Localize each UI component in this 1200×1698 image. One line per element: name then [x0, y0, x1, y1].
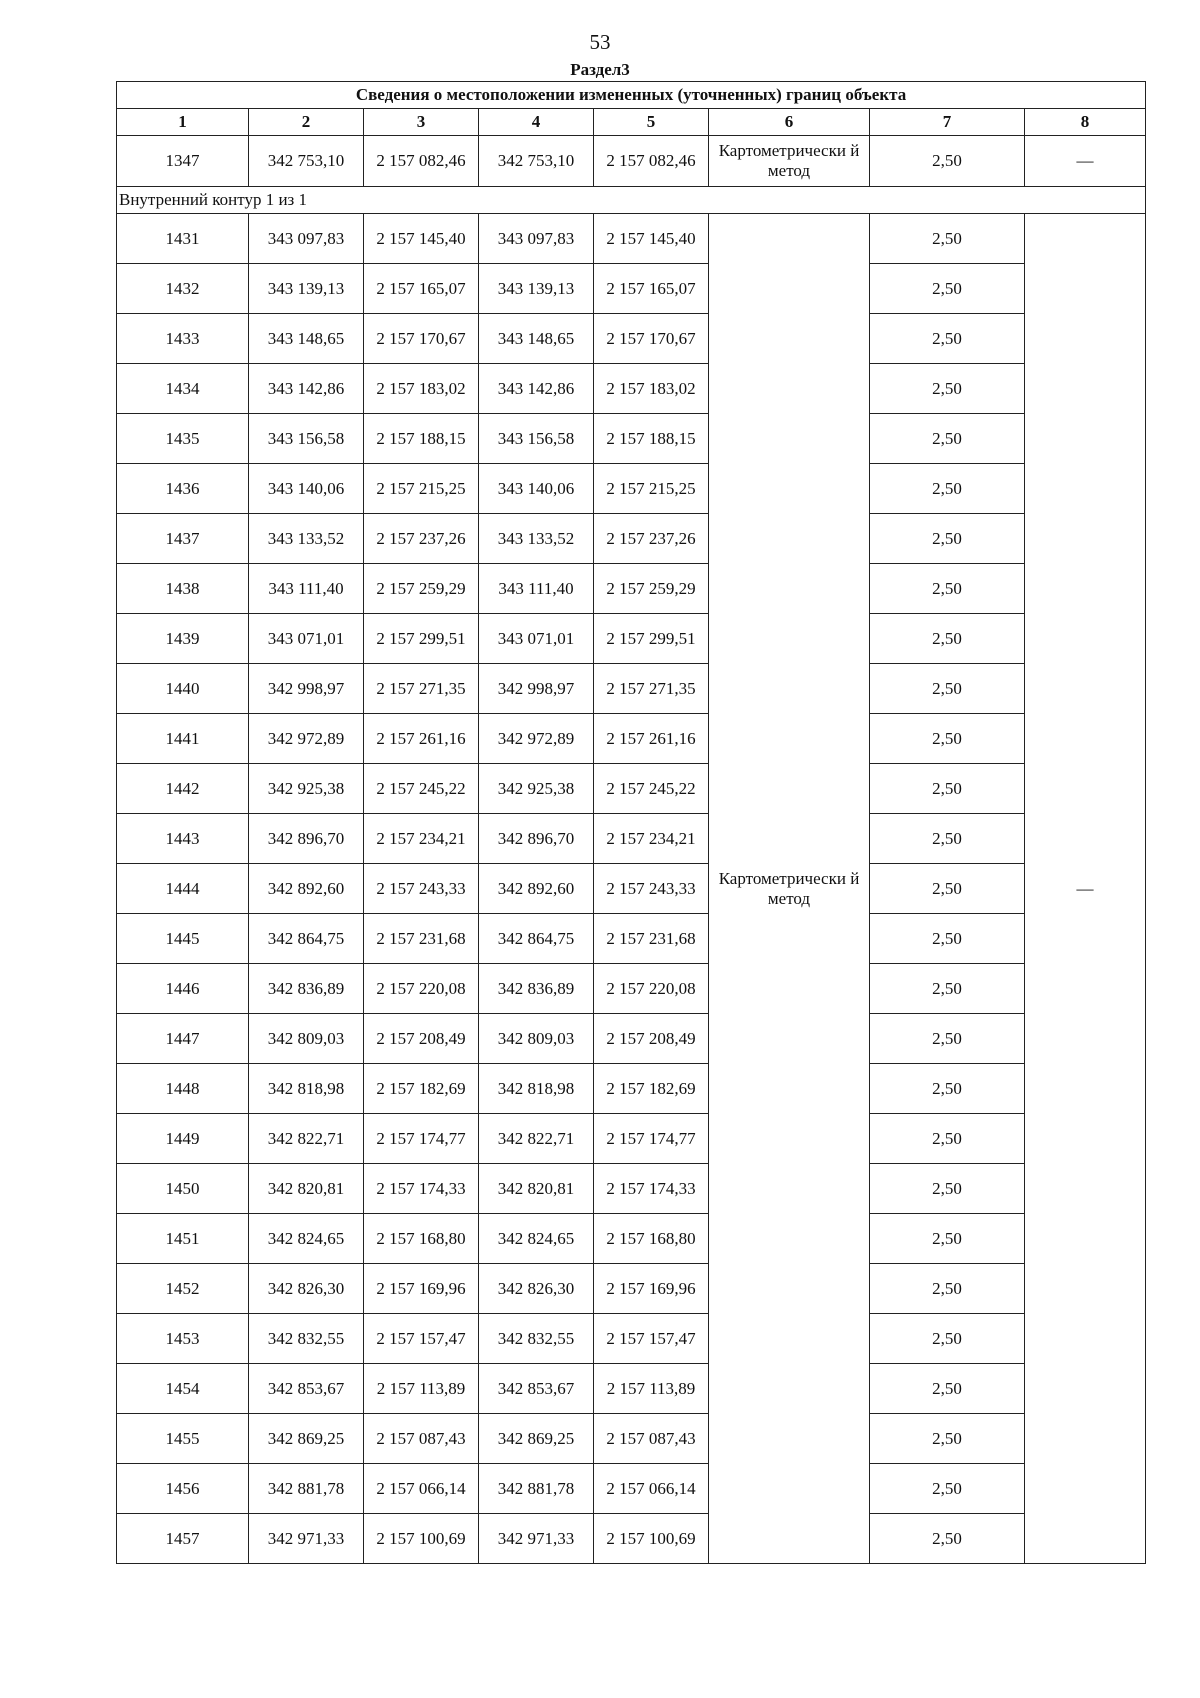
- point-number-cell: 1444: [117, 864, 249, 914]
- accuracy-cell: 2,50: [870, 1264, 1025, 1314]
- x-coordinate-new-cell: 343 139,13: [479, 264, 594, 314]
- accuracy-cell: 2,50: [870, 1314, 1025, 1364]
- y-coordinate-cell: 2 157 183,02: [364, 364, 479, 414]
- accuracy-cell: 2,50: [870, 364, 1025, 414]
- contour-label: Внутренний контур 1 из 1: [117, 187, 1146, 214]
- method-cell: Картометрически й метод: [709, 136, 870, 187]
- y-coordinate-new-cell: 2 157 169,96: [594, 1264, 709, 1314]
- accuracy-cell: 2,50: [870, 264, 1025, 314]
- accuracy-cell: 2,50: [870, 214, 1025, 264]
- x-coordinate-new-cell: 342 809,03: [479, 1014, 594, 1064]
- y-coordinate-cell: 2 157 157,47: [364, 1314, 479, 1364]
- x-coordinate-new-cell: 342 820,81: [479, 1164, 594, 1214]
- y-coordinate-cell: 2 157 271,35: [364, 664, 479, 714]
- point-number-cell: 1452: [117, 1264, 249, 1314]
- x-coordinate-new-cell: 342 836,89: [479, 964, 594, 1014]
- table-row: [117, 1514, 1146, 1564]
- x-coordinate-cell: 342 826,30: [249, 1264, 364, 1314]
- table-row: [117, 1014, 1146, 1064]
- y-coordinate-new-cell: 2 157 245,22: [594, 764, 709, 814]
- x-coordinate-new-cell: 342 972,89: [479, 714, 594, 764]
- y-coordinate-cell: 2 157 182,69: [364, 1064, 479, 1114]
- point-number-cell: 1448: [117, 1064, 249, 1114]
- table-row: [117, 314, 1146, 364]
- x-coordinate-cell: 342 881,78: [249, 1464, 364, 1514]
- y-coordinate-cell: 2 157 245,22: [364, 764, 479, 814]
- x-coordinate-cell: 342 836,89: [249, 964, 364, 1014]
- table-row: [117, 1314, 1146, 1364]
- x-coordinate-new-cell: 342 869,25: [479, 1414, 594, 1464]
- table-row: [117, 714, 1146, 764]
- y-coordinate-cell: 2 157 066,14: [364, 1464, 479, 1514]
- y-coordinate-new-cell: 2 157 100,69: [594, 1514, 709, 1564]
- point-number-cell: 1435: [117, 414, 249, 464]
- accuracy-cell: 2,50: [870, 414, 1025, 464]
- y-coordinate-new-cell: 2 157 188,15: [594, 414, 709, 464]
- accuracy-cell: 2,50: [870, 136, 1025, 187]
- y-coordinate-cell: 2 157 231,68: [364, 914, 479, 964]
- contour-label-row: [117, 187, 1146, 214]
- x-coordinate-new-cell: 342 881,78: [479, 1464, 594, 1514]
- accuracy-cell: 2,50: [870, 314, 1025, 364]
- x-coordinate-cell: 342 832,55: [249, 1314, 364, 1364]
- y-coordinate-cell: 2 157 174,77: [364, 1114, 479, 1164]
- table-row: [117, 864, 1146, 914]
- x-coordinate-new-cell: 343 156,58: [479, 414, 594, 464]
- column-number: 8: [1025, 109, 1146, 136]
- x-coordinate-cell: 342 820,81: [249, 1164, 364, 1214]
- table-row: [117, 1264, 1146, 1314]
- table-row: [117, 414, 1146, 464]
- x-coordinate-cell: 342 998,97: [249, 664, 364, 714]
- point-number-cell: 1450: [117, 1164, 249, 1214]
- x-coordinate-cell: 342 869,25: [249, 1414, 364, 1464]
- point-number-cell: 1434: [117, 364, 249, 414]
- y-coordinate-new-cell: 2 157 220,08: [594, 964, 709, 1014]
- y-coordinate-new-cell: 2 157 165,07: [594, 264, 709, 314]
- y-coordinate-new-cell: 2 157 082,46: [594, 136, 709, 187]
- table-row: [117, 564, 1146, 614]
- y-coordinate-cell: 2 157 259,29: [364, 564, 479, 614]
- page-number: 53: [589, 30, 611, 54]
- point-number-cell: 1442: [117, 764, 249, 814]
- table-row: [117, 264, 1146, 314]
- x-coordinate-new-cell: 343 071,01: [479, 614, 594, 664]
- y-coordinate-cell: 2 157 237,26: [364, 514, 479, 564]
- x-coordinate-cell: 343 097,83: [249, 214, 364, 264]
- y-coordinate-new-cell: 2 157 113,89: [594, 1364, 709, 1414]
- x-coordinate-new-cell: 342 826,30: [479, 1264, 594, 1314]
- accuracy-cell: 2,50: [870, 914, 1025, 964]
- accuracy-cell: 2,50: [870, 664, 1025, 714]
- accuracy-cell: 2,50: [870, 1214, 1025, 1264]
- point-number-cell: 1449: [117, 1114, 249, 1164]
- x-coordinate-new-cell: 342 853,67: [479, 1364, 594, 1414]
- point-number-cell: 1443: [117, 814, 249, 864]
- point-number-cell: 1347: [117, 136, 249, 187]
- y-coordinate-new-cell: 2 157 168,80: [594, 1214, 709, 1264]
- y-coordinate-cell: 2 157 261,16: [364, 714, 479, 764]
- coordinates-table: [116, 81, 1146, 1564]
- accuracy-cell: 2,50: [870, 764, 1025, 814]
- x-coordinate-cell: 342 925,38: [249, 764, 364, 814]
- point-number-cell: 1436: [117, 464, 249, 514]
- table-caption-row: [117, 82, 1146, 109]
- y-coordinate-new-cell: 2 157 261,16: [594, 714, 709, 764]
- table-row: [117, 1114, 1146, 1164]
- column-number: 1: [117, 109, 249, 136]
- accuracy-cell: 2,50: [870, 1014, 1025, 1064]
- table-row: [117, 214, 1146, 264]
- x-coordinate-cell: 342 896,70: [249, 814, 364, 864]
- y-coordinate-cell: 2 157 113,89: [364, 1364, 479, 1414]
- accuracy-cell: 2,50: [870, 814, 1025, 864]
- x-coordinate-cell: 342 822,71: [249, 1114, 364, 1164]
- x-coordinate-new-cell: 342 971,33: [479, 1514, 594, 1564]
- y-coordinate-cell: 2 157 208,49: [364, 1014, 479, 1064]
- x-coordinate-new-cell: 342 925,38: [479, 764, 594, 814]
- x-coordinate-cell: 342 818,98: [249, 1064, 364, 1114]
- x-coordinate-new-cell: 343 140,06: [479, 464, 594, 514]
- y-coordinate-new-cell: 2 157 170,67: [594, 314, 709, 364]
- y-coordinate-new-cell: 2 157 231,68: [594, 914, 709, 964]
- x-coordinate-cell: 343 111,40: [249, 564, 364, 614]
- x-coordinate-new-cell: 342 864,75: [479, 914, 594, 964]
- y-coordinate-new-cell: 2 157 243,33: [594, 864, 709, 914]
- y-coordinate-new-cell: 2 157 145,40: [594, 214, 709, 264]
- table-row: [117, 464, 1146, 514]
- column-number: 5: [594, 109, 709, 136]
- accuracy-cell: 2,50: [870, 1164, 1025, 1214]
- table-row: [117, 1464, 1146, 1514]
- y-coordinate-new-cell: 2 157 087,43: [594, 1414, 709, 1464]
- point-number-cell: 1456: [117, 1464, 249, 1514]
- accuracy-cell: 2,50: [870, 464, 1025, 514]
- table-row: [117, 364, 1146, 414]
- x-coordinate-cell: 342 853,67: [249, 1364, 364, 1414]
- point-number-cell: 1451: [117, 1214, 249, 1264]
- table-row: [117, 514, 1146, 564]
- table-row: [117, 914, 1146, 964]
- y-coordinate-cell: 2 157 168,80: [364, 1214, 479, 1264]
- x-coordinate-cell: 342 824,65: [249, 1214, 364, 1264]
- accuracy-cell: 2,50: [870, 614, 1025, 664]
- accuracy-cell: 2,50: [870, 1114, 1025, 1164]
- y-coordinate-cell: 2 157 188,15: [364, 414, 479, 464]
- point-number-cell: 1433: [117, 314, 249, 364]
- x-coordinate-new-cell: 342 998,97: [479, 664, 594, 714]
- x-coordinate-new-cell: 343 142,86: [479, 364, 594, 414]
- table-row: [117, 136, 1146, 187]
- y-coordinate-cell: 2 157 087,43: [364, 1414, 479, 1464]
- y-coordinate-cell: 2 157 100,69: [364, 1514, 479, 1564]
- table-row: [117, 1214, 1146, 1264]
- x-coordinate-cell: 343 071,01: [249, 614, 364, 664]
- accuracy-cell: 2,50: [870, 964, 1025, 1014]
- x-coordinate-cell: 342 971,33: [249, 1514, 364, 1564]
- point-number-cell: 1441: [117, 714, 249, 764]
- table-caption: Сведения о местоположении измененных (уточненных) границ объекта: [117, 82, 1146, 109]
- x-coordinate-new-cell: 342 753,10: [479, 136, 594, 187]
- y-coordinate-cell: 2 157 243,33: [364, 864, 479, 914]
- y-coordinate-new-cell: 2 157 182,69: [594, 1064, 709, 1114]
- point-number-cell: 1445: [117, 914, 249, 964]
- column-number: 4: [479, 109, 594, 136]
- table-row: [117, 1064, 1146, 1114]
- accuracy-cell: 2,50: [870, 714, 1025, 764]
- y-coordinate-new-cell: 2 157 208,49: [594, 1014, 709, 1064]
- y-coordinate-cell: 2 157 165,07: [364, 264, 479, 314]
- section-title: Раздел3: [570, 60, 630, 79]
- y-coordinate-new-cell: 2 157 271,35: [594, 664, 709, 714]
- point-number-cell: 1457: [117, 1514, 249, 1564]
- point-number-cell: 1437: [117, 514, 249, 564]
- column-number-row: [117, 109, 1146, 136]
- table-row: [117, 664, 1146, 714]
- y-coordinate-cell: 2 157 234,21: [364, 814, 479, 864]
- x-coordinate-cell: 343 133,52: [249, 514, 364, 564]
- point-number-cell: 1431: [117, 214, 249, 264]
- y-coordinate-new-cell: 2 157 237,26: [594, 514, 709, 564]
- column-number: 3: [364, 109, 479, 136]
- table-row: [117, 1164, 1146, 1214]
- table-row: [117, 1364, 1146, 1414]
- table-body: [117, 82, 1146, 1564]
- accuracy-cell: 2,50: [870, 564, 1025, 614]
- accuracy-cell: 2,50: [870, 1414, 1025, 1464]
- point-number-cell: 1439: [117, 614, 249, 664]
- table-row: [117, 764, 1146, 814]
- y-coordinate-new-cell: 2 157 215,25: [594, 464, 709, 514]
- column-number: 6: [709, 109, 870, 136]
- table-row: [117, 964, 1146, 1014]
- accuracy-cell: 2,50: [870, 1064, 1025, 1114]
- note-cell: —: [1025, 214, 1146, 1564]
- point-number-cell: 1447: [117, 1014, 249, 1064]
- point-number-cell: 1432: [117, 264, 249, 314]
- x-coordinate-new-cell: 342 832,55: [479, 1314, 594, 1364]
- y-coordinate-cell: 2 157 174,33: [364, 1164, 479, 1214]
- accuracy-cell: 2,50: [870, 514, 1025, 564]
- table-row: [117, 1414, 1146, 1464]
- x-coordinate-new-cell: 342 822,71: [479, 1114, 594, 1164]
- y-coordinate-new-cell: 2 157 066,14: [594, 1464, 709, 1514]
- x-coordinate-cell: 342 753,10: [249, 136, 364, 187]
- point-number-cell: 1455: [117, 1414, 249, 1464]
- x-coordinate-cell: 342 809,03: [249, 1014, 364, 1064]
- y-coordinate-cell: 2 157 215,25: [364, 464, 479, 514]
- accuracy-cell: 2,50: [870, 1364, 1025, 1414]
- x-coordinate-cell: 343 148,65: [249, 314, 364, 364]
- accuracy-cell: 2,50: [870, 1464, 1025, 1514]
- y-coordinate-cell: 2 157 299,51: [364, 614, 479, 664]
- x-coordinate-cell: 342 892,60: [249, 864, 364, 914]
- x-coordinate-cell: 343 142,86: [249, 364, 364, 414]
- point-number-cell: 1438: [117, 564, 249, 614]
- y-coordinate-cell: 2 157 145,40: [364, 214, 479, 264]
- y-coordinate-new-cell: 2 157 174,77: [594, 1114, 709, 1164]
- x-coordinate-new-cell: 342 818,98: [479, 1064, 594, 1114]
- accuracy-cell: 2,50: [870, 1514, 1025, 1564]
- y-coordinate-new-cell: 2 157 157,47: [594, 1314, 709, 1364]
- method-cell: Картометрически й метод: [709, 214, 870, 1564]
- accuracy-cell: 2,50: [870, 864, 1025, 914]
- x-coordinate-new-cell: 343 148,65: [479, 314, 594, 364]
- x-coordinate-cell: 342 864,75: [249, 914, 364, 964]
- x-coordinate-new-cell: 342 824,65: [479, 1214, 594, 1264]
- x-coordinate-cell: 343 156,58: [249, 414, 364, 464]
- x-coordinate-new-cell: 342 892,60: [479, 864, 594, 914]
- x-coordinate-new-cell: 343 097,83: [479, 214, 594, 264]
- column-number: 2: [249, 109, 364, 136]
- column-number: 7: [870, 109, 1025, 136]
- y-coordinate-new-cell: 2 157 234,21: [594, 814, 709, 864]
- x-coordinate-cell: 343 139,13: [249, 264, 364, 314]
- y-coordinate-new-cell: 2 157 174,33: [594, 1164, 709, 1214]
- point-number-cell: 1454: [117, 1364, 249, 1414]
- y-coordinate-cell: 2 157 082,46: [364, 136, 479, 187]
- y-coordinate-new-cell: 2 157 259,29: [594, 564, 709, 614]
- note-cell: —: [1025, 136, 1146, 187]
- point-number-cell: 1446: [117, 964, 249, 1014]
- point-number-cell: 1440: [117, 664, 249, 714]
- x-coordinate-cell: 343 140,06: [249, 464, 364, 514]
- y-coordinate-cell: 2 157 220,08: [364, 964, 479, 1014]
- y-coordinate-cell: 2 157 169,96: [364, 1264, 479, 1314]
- y-coordinate-new-cell: 2 157 299,51: [594, 614, 709, 664]
- y-coordinate-cell: 2 157 170,67: [364, 314, 479, 364]
- table-row: [117, 814, 1146, 864]
- x-coordinate-new-cell: 342 896,70: [479, 814, 594, 864]
- x-coordinate-new-cell: 343 133,52: [479, 514, 594, 564]
- x-coordinate-new-cell: 343 111,40: [479, 564, 594, 614]
- point-number-cell: 1453: [117, 1314, 249, 1364]
- table-row: [117, 614, 1146, 664]
- y-coordinate-new-cell: 2 157 183,02: [594, 364, 709, 414]
- x-coordinate-cell: 342 972,89: [249, 714, 364, 764]
